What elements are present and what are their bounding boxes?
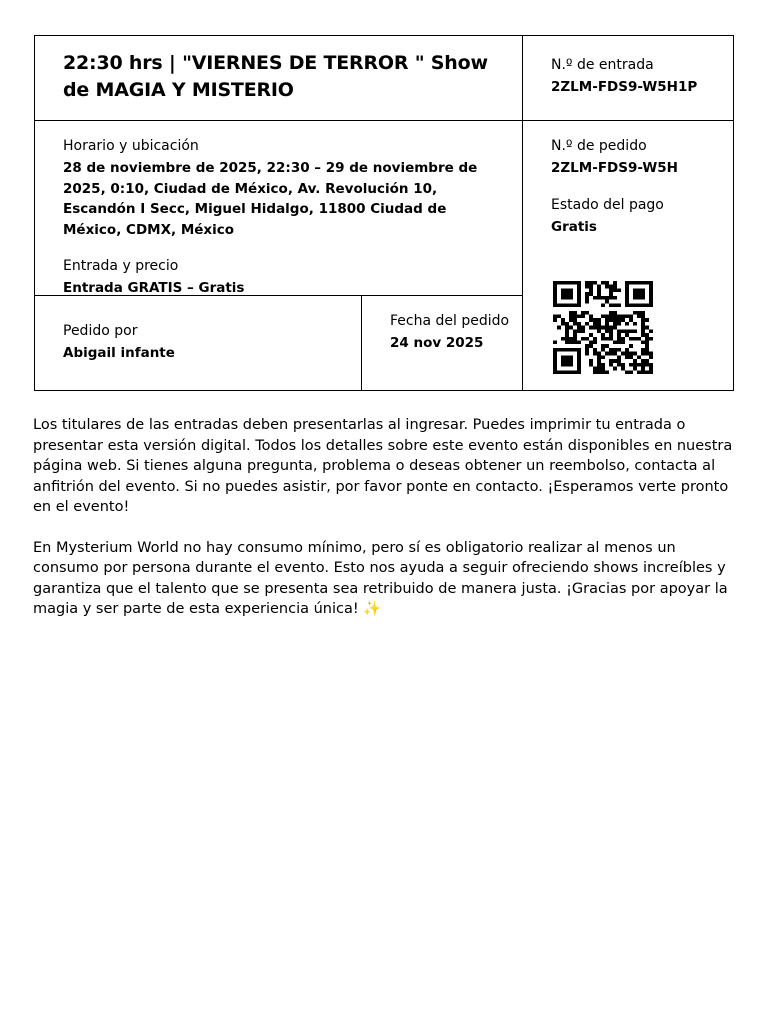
entry-number-label: N.º de entrada [551, 57, 654, 73]
ordered-by-value: Abigail infante [63, 345, 175, 361]
order-date-value: 24 nov 2025 [390, 335, 484, 351]
order-number-value: 2ZLM-FDS9-W5H [551, 160, 678, 176]
order-number-label: N.º de pedido [551, 138, 647, 154]
schedule-block [63, 136, 503, 299]
entry-price-value: Entrada GRATIS – Gratis [63, 280, 245, 296]
entry-number-block [551, 55, 721, 98]
divider-vertical-main [522, 36, 523, 390]
schedule-value: 28 de noviembre de 2025, 22:30 – 29 de noviembre de 2025, 0:10, Ciudad de México, Av. Revolución 10, Escandón I Secc, Miguel Hidalgo, 11800 Ciudad de México, CDMX, México [63, 160, 478, 238]
info-paragraph-1: Los titulares de las entradas deben presentarlas al ingresar. Puedes imprimir tu entrada o presentar esta versión digital. Todos los detalles sobre este evento están disponibles en nuestra página web. Si tienes alguna pregunta, problema o deseas obtener un reembolso, contacta al anfitrión del evento. Si no puedes asistir, por favor ponte en contacto. ¡Esperamos verte pronto en el evento! [33, 417, 733, 515]
divider-vertical-bottom [361, 295, 362, 390]
info-paragraph-2: En Mysterium World no hay consumo mínimo, pero sí es obligatorio realizar al menos un consumo por persona durante el evento. Esto nos ayuda a seguir ofreciendo shows increíbles y garantiza que el talento que se presenta sea retribuido de manera justa. ¡Gracias por apoyar la magia y ser parte de esta experiencia única! ✨ [33, 539, 728, 617]
event-title: 22:30 hrs | "VIERNES DE TERROR " Show de MAGIA Y MISTERIO [63, 52, 488, 101]
ordered-by-label: Pedido por [63, 323, 138, 339]
entry-price-label: Entrada y precio [63, 258, 179, 274]
entry-number-value: 2ZLM-FDS9-W5H1P [551, 79, 698, 95]
order-date-label: Fecha del pedido [390, 313, 510, 329]
payment-status-label: Estado del pago [551, 196, 664, 213]
ticket [34, 35, 734, 391]
schedule-label: Horario y ubicación [63, 138, 199, 154]
qr-code-icon [553, 281, 653, 374]
ordered-by-block [63, 321, 343, 364]
info-text [33, 415, 735, 620]
order-info-block [551, 136, 721, 237]
divider-horizontal-top [35, 120, 733, 121]
payment-status-value: Gratis [551, 218, 597, 235]
order-date-block [390, 311, 510, 354]
